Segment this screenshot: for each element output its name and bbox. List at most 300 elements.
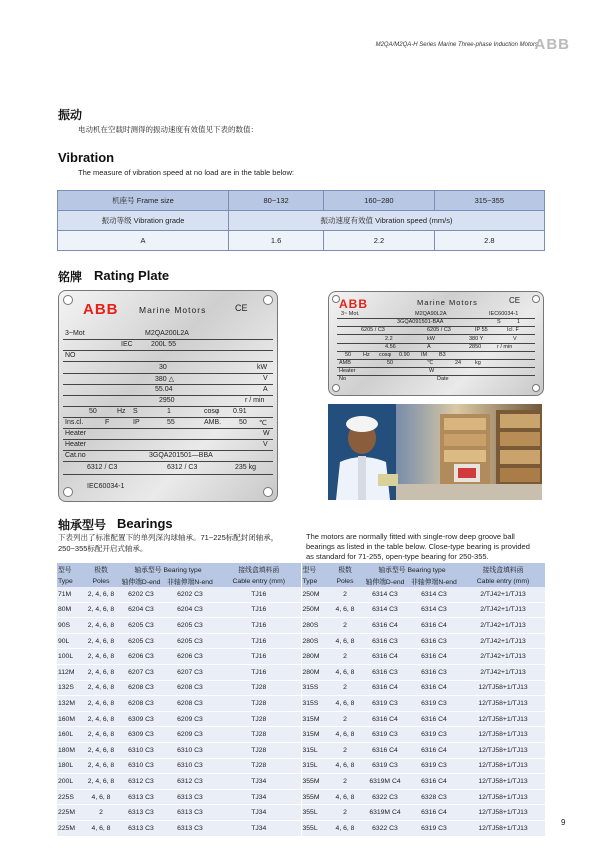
table-cell: 6319 C3: [363, 727, 407, 743]
table-cell: TJ28: [217, 758, 301, 774]
mounting-hole: [532, 384, 540, 392]
plate-ins-label: Ins.cl.: [65, 419, 84, 426]
plate-ins-value: F: [105, 419, 110, 426]
table-cell: 6319 C3: [407, 758, 461, 774]
table-cell: 180M: [57, 742, 83, 758]
plate-date: Date: [437, 376, 449, 382]
bearings-header-row: [57, 563, 545, 575]
table-cell: 280S: [301, 633, 327, 649]
col-header-poles-cn: 极数: [83, 563, 119, 575]
bearings-desc-cn-2: 250~355标配开启式轴承。: [58, 544, 148, 553]
table-cell: 315L: [301, 742, 327, 758]
plate-catno-label: Cat.no: [65, 452, 86, 459]
vibration-grade-value: A: [58, 231, 229, 251]
vibration-value-row: [58, 231, 545, 251]
table-cell: 90L: [57, 633, 83, 649]
plate-iec: IEC: [121, 341, 133, 348]
table-cell: 2, 4, 6, 8: [83, 633, 119, 649]
plate-im-label: IM: [421, 352, 428, 358]
ce-mark: CE: [509, 296, 521, 305]
table-row: [57, 618, 545, 634]
table-cell: 12/TJ58+1/TJ13: [461, 680, 545, 696]
table-cell: 2: [327, 649, 363, 665]
plate-frame: 200L 55: [151, 341, 177, 348]
plate-duty-label: S: [497, 319, 501, 325]
table-cell: 6205 C3: [119, 633, 163, 649]
table-cell: 6322 C3: [363, 789, 407, 805]
table-cell: 6316 C4: [363, 711, 407, 727]
bearings-subheader-row: [57, 575, 545, 587]
table-cell: 80M: [57, 602, 83, 618]
table-cell: 2/TJ42+1/TJ13: [461, 587, 545, 602]
col-header-d-end: 轴伸端D-end: [119, 575, 163, 587]
table-cell: 355M: [301, 789, 327, 805]
plate-rule: [63, 461, 273, 462]
table-cell: 6204 C3: [119, 602, 163, 618]
table-cell: 355M: [301, 774, 327, 790]
bearings-desc-cn-1: 下表列出了标准配置下的单列深沟球轴承。71~225标配封闭轴承，: [58, 533, 279, 542]
plate-heater-unit: W: [263, 430, 270, 437]
table-cell: 280S: [301, 618, 327, 634]
table-cell: 6316 C3: [363, 633, 407, 649]
table-cell: 6312 C3: [163, 774, 217, 790]
plate-speed-value: 2850: [469, 344, 482, 350]
plate-ip-label: IP: [133, 419, 140, 426]
plate-ip: IP 55: [475, 327, 488, 333]
table-cell: TJ28: [217, 711, 301, 727]
plate-hz-unit: Hz: [117, 408, 126, 415]
plate-amb-unit: ℃: [259, 420, 267, 427]
mounting-hole: [263, 295, 273, 305]
plate-weight: 235 kg: [235, 464, 257, 471]
plate-kw-value: 2.2: [385, 336, 393, 342]
abb-logo: ABB: [534, 36, 570, 53]
plate-im-value: B3: [439, 352, 446, 358]
table-cell: 100L: [57, 649, 83, 665]
plate-current-value: 4.56: [385, 344, 396, 350]
table-cell: 6205 C3: [163, 633, 217, 649]
frame-size-label: 机座号 Frame size: [58, 191, 229, 211]
table-row: [57, 633, 545, 649]
bearings-table: [57, 563, 545, 837]
vibration-table: [57, 190, 545, 251]
vibration-heading-cn: 振动: [58, 108, 83, 122]
mounting-hole: [63, 487, 73, 497]
plate-hz-value: 50: [89, 408, 97, 415]
table-cell: 6205 C3: [163, 618, 217, 634]
table-cell: 180L: [57, 758, 83, 774]
col-header-bearing-type: 轴承型号 Bearing type: [119, 563, 217, 575]
plate-voltage-unit: V: [513, 336, 517, 342]
plate-rule: [63, 373, 273, 374]
table-cell: TJ16: [217, 618, 301, 634]
table-cell: 6314 C3: [407, 587, 461, 602]
table-cell: 6314 C3: [407, 602, 461, 618]
plate-heater-label: Heater: [65, 441, 87, 448]
plate-current-value: 55.04: [155, 386, 173, 393]
table-cell: TJ16: [217, 602, 301, 618]
plate-rule: [63, 406, 273, 407]
table-cell: 4, 6, 8: [327, 633, 363, 649]
vibration-desc-cn: 电动机在空载时测得的振动速度有效值见下表的数值：: [78, 125, 258, 134]
table-cell: 4, 6, 8: [327, 696, 363, 712]
plate-rule: [337, 334, 535, 335]
table-cell: 6205 C3: [119, 618, 163, 634]
vibration-frame-row: [58, 191, 545, 211]
table-row: [57, 742, 545, 758]
table-cell: 2, 4, 6, 8: [83, 758, 119, 774]
table-cell: 6316 C4: [363, 649, 407, 665]
table-cell: 6316 C4: [407, 774, 461, 790]
vibration-speed-value: 2.8: [434, 231, 544, 251]
table-cell: 6316 C3: [407, 633, 461, 649]
table-cell: TJ16: [217, 649, 301, 665]
plate-title: Marine Motors: [139, 305, 207, 315]
table-cell: 6316 C3: [407, 664, 461, 680]
plate-voltage-value: 380 Y: [469, 336, 484, 342]
col-header-poles: Poles: [327, 575, 363, 587]
table-cell: 6316 C4: [407, 711, 461, 727]
vibration-heading-en: Vibration: [58, 150, 115, 165]
plate-heater-label: Heater: [65, 430, 87, 437]
table-cell: 12/TJ58+1/TJ13: [461, 696, 545, 712]
table-cell: 6208 C3: [163, 680, 217, 696]
table-cell: 2: [327, 680, 363, 696]
table-cell: 2, 4, 6, 8: [83, 711, 119, 727]
table-cell: 2, 4, 6, 8: [83, 664, 119, 680]
table-cell: 2, 4, 6, 8: [83, 774, 119, 790]
table-cell: 6207 C3: [119, 664, 163, 680]
table-cell: 6312 C3: [119, 774, 163, 790]
table-cell: 12/TJ58+1/TJ13: [461, 805, 545, 821]
table-cell: 2: [327, 711, 363, 727]
table-cell: 12/TJ58+1/TJ13: [461, 820, 545, 836]
table-cell: 6202 C3: [119, 587, 163, 602]
table-cell: 6319M C4: [363, 774, 407, 790]
col-header-n-end: 非轴伸端N-end: [163, 575, 217, 587]
plate-rule: [63, 439, 273, 440]
table-cell: 355L: [301, 820, 327, 836]
table-cell: 6319 C3: [407, 696, 461, 712]
table-cell: 6209 C3: [163, 711, 217, 727]
table-cell: 6310 C3: [163, 742, 217, 758]
col-header-d-end: 轴伸端D-end: [363, 575, 407, 587]
bearings-heading-cn: 轴承型号: [58, 518, 107, 532]
table-cell: 12/TJ58+1/TJ13: [461, 758, 545, 774]
plate-ins: Icl. F: [507, 327, 519, 333]
table-cell: 6319 C3: [407, 820, 461, 836]
table-row: [57, 820, 545, 836]
col-header-type: Type: [301, 575, 327, 587]
table-row: [57, 774, 545, 790]
table-cell: 2/TJ42+1/TJ13: [461, 602, 545, 618]
col-header-poles-cn: 极数: [327, 563, 363, 575]
plate-model: M2QA90L2A: [415, 311, 447, 317]
table-cell: 2: [327, 742, 363, 758]
table-cell: 112M: [57, 664, 83, 680]
plate-speed-value: 2950: [159, 397, 175, 404]
vibration-speed-value: 2.2: [324, 231, 434, 251]
table-cell: 6319 C3: [407, 727, 461, 743]
table-cell: 250M: [301, 587, 327, 602]
plate-no: No: [339, 376, 347, 382]
table-cell: 315S: [301, 696, 327, 712]
table-cell: 280M: [301, 649, 327, 665]
table-cell: 2, 4, 6, 8: [83, 649, 119, 665]
plate-rule: [63, 450, 273, 451]
plate-rule: [337, 359, 535, 360]
table-cell: 90S: [57, 618, 83, 634]
table-cell: 6309 C3: [119, 727, 163, 743]
vibration-grade-label: 振动等级 Vibration grade: [58, 211, 229, 231]
table-cell: 6319 C3: [363, 696, 407, 712]
table-cell: 200L: [57, 774, 83, 790]
plate-cos-value: 0.90: [399, 352, 410, 358]
table-cell: 6316 C4: [407, 805, 461, 821]
plate-rule: [63, 474, 273, 475]
table-cell: 6313 C3: [119, 820, 163, 836]
plate-heater-unit: V: [263, 441, 268, 448]
plate-abb-logo: ABB: [339, 297, 368, 311]
plate-voltage-unit: V: [263, 375, 268, 382]
vibration-speed-value: 1.6: [229, 231, 324, 251]
table-cell: 6310 C3: [163, 758, 217, 774]
col-header-bearing-type: 轴承型号 Bearing type: [363, 563, 461, 575]
plate-kw-unit: kW: [257, 364, 268, 371]
plate-duty-value: 1: [167, 408, 171, 415]
plate-amb-value: 50: [387, 360, 394, 366]
table-cell: 6316 C4: [363, 680, 407, 696]
plate-standard: IEC60034-1: [489, 311, 519, 317]
table-cell: 4, 6, 8: [327, 758, 363, 774]
plate-rule: [63, 417, 273, 418]
table-row: [57, 758, 545, 774]
table-cell: 6316 C4: [407, 742, 461, 758]
plate-hz-value: 50: [345, 352, 352, 358]
plate-heater-unit: W: [429, 368, 435, 374]
plate-model: M2QA200L2A: [145, 330, 189, 337]
table-cell: 12/TJ58+1/TJ13: [461, 774, 545, 790]
table-cell: 6316 C3: [363, 664, 407, 680]
table-cell: 2: [327, 587, 363, 602]
plate-duty-label: S: [133, 408, 138, 415]
table-cell: 132M: [57, 696, 83, 712]
rating-plate-small: [328, 291, 544, 396]
plate-rule: [63, 428, 273, 429]
table-cell: TJ34: [217, 805, 301, 821]
table-row: [57, 711, 545, 727]
table-cell: TJ28: [217, 742, 301, 758]
plate-title: Marine Motors: [417, 298, 478, 307]
plate-cos-value: 0.91: [233, 408, 247, 415]
table-cell: 2: [327, 805, 363, 821]
page-number: 9: [561, 818, 566, 827]
vibration-grade-row: [58, 211, 545, 231]
vibration-desc-en: The measure of vibration speed at no load are in the table below:: [78, 168, 294, 177]
table-cell: 6206 C3: [163, 649, 217, 665]
col-header-cable: Cable entry (mm): [217, 575, 301, 587]
table-cell: 2/TJ42+1/TJ13: [461, 618, 545, 634]
table-cell: 6310 C3: [119, 758, 163, 774]
table-cell: 12/TJ58+1/TJ13: [461, 727, 545, 743]
table-cell: 225M: [57, 805, 83, 821]
plate-speed-unit: r / min: [245, 397, 265, 404]
header-title: M2QA/M2QA-H Series Marine Three-phase Induction Motors: [375, 42, 538, 48]
plate-rule: [63, 384, 273, 385]
mounting-hole: [532, 295, 540, 303]
table-cell: 355L: [301, 805, 327, 821]
warehouse-worker-photo: [328, 404, 542, 500]
table-cell: TJ28: [217, 696, 301, 712]
plate-heater-label: Heater: [339, 368, 356, 374]
plate-amb-label: AMB: [339, 360, 351, 366]
table-cell: 6209 C3: [163, 727, 217, 743]
table-cell: 6313 C3: [119, 805, 163, 821]
plate-weight-unit: kg: [475, 360, 481, 366]
table-cell: 6316 C4: [407, 649, 461, 665]
rating-plate-large: [58, 290, 278, 502]
col-header-poles: Poles: [83, 575, 119, 587]
table-cell: 160M: [57, 711, 83, 727]
table-cell: 315S: [301, 680, 327, 696]
col-header-n-end: 非轴伸端N-end: [407, 575, 461, 587]
plate-rule: [63, 395, 273, 396]
table-cell: TJ28: [217, 680, 301, 696]
table-cell: 6322 C3: [363, 820, 407, 836]
table-cell: 6313 C3: [163, 805, 217, 821]
table-cell: 2, 4, 6, 8: [83, 727, 119, 743]
table-cell: 6313 C3: [163, 789, 217, 805]
table-cell: TJ16: [217, 664, 301, 680]
table-cell: 2, 4, 6, 8: [83, 587, 119, 602]
warehouse-photo-graphic: [328, 404, 542, 500]
table-cell: 6319 C3: [363, 758, 407, 774]
col-header-type-cn: 型号: [57, 563, 83, 575]
col-header-cable: Cable entry (mm): [461, 575, 545, 587]
table-cell: 225M: [57, 820, 83, 836]
bearings-table-body: [57, 587, 545, 836]
col-header-type: Type: [57, 575, 83, 587]
table-cell: 315M: [301, 727, 327, 743]
table-row: [57, 649, 545, 665]
col-header-type-cn: 型号: [301, 563, 327, 575]
table-cell: 71M: [57, 587, 83, 602]
plate-rule: [63, 350, 273, 351]
mounting-hole: [263, 487, 273, 497]
plate-speed-unit: r / min: [497, 344, 513, 350]
plate-duty-value: 1: [517, 319, 521, 325]
table-cell: TJ16: [217, 633, 301, 649]
table-cell: 315L: [301, 758, 327, 774]
table-row: [57, 680, 545, 696]
plate-kw-unit: kW: [427, 336, 435, 342]
table-cell: 12/TJ58+1/TJ13: [461, 711, 545, 727]
table-cell: 6204 C3: [163, 602, 217, 618]
table-cell: 6208 C3: [119, 696, 163, 712]
plate-bearing-d: 6205 / C3: [361, 327, 385, 333]
plate-phase: 3~ Mot.: [341, 311, 360, 317]
table-cell: 2, 4, 6, 8: [83, 602, 119, 618]
plate-rule: [63, 339, 273, 340]
plate-bearing-d: 6312 / C3: [87, 464, 118, 471]
table-cell: 6316 C4: [363, 742, 407, 758]
table-cell: 6207 C3: [163, 664, 217, 680]
table-cell: 4, 6, 8: [327, 789, 363, 805]
plate-voltage-value: 380 △: [155, 376, 175, 383]
table-cell: 6310 C3: [119, 742, 163, 758]
table-cell: 6309 C3: [119, 711, 163, 727]
plate-cos-label: cosφ: [204, 408, 220, 415]
table-cell: 132S: [57, 680, 83, 696]
table-cell: 6208 C3: [163, 696, 217, 712]
mounting-hole: [332, 384, 340, 392]
table-cell: 2: [327, 774, 363, 790]
frame-range-cell: 315~355: [434, 191, 544, 211]
plate-abb-logo: ABB: [83, 301, 119, 318]
table-cell: 12/TJ58+1/TJ13: [461, 789, 545, 805]
rating-heading-cn: 铭牌: [58, 270, 83, 284]
plate-amb-value: 50: [239, 419, 247, 426]
plate-phase: 3~Mot: [65, 330, 85, 337]
table-cell: 2, 4, 6, 8: [83, 618, 119, 634]
table-row: [57, 805, 545, 821]
plate-no: NO: [65, 352, 76, 359]
table-cell: 6202 C3: [163, 587, 217, 602]
table-cell: TJ16: [217, 587, 301, 602]
table-cell: 2/TJ42+1/TJ13: [461, 649, 545, 665]
table-cell: 6206 C3: [119, 649, 163, 665]
table-cell: 6314 C3: [363, 587, 407, 602]
table-cell: 4, 6, 8: [327, 820, 363, 836]
table-row: [57, 727, 545, 743]
plate-hz-unit: Hz: [363, 352, 370, 358]
table-cell: 2: [327, 618, 363, 634]
table-cell: 6328 C3: [407, 789, 461, 805]
col-header-cable-cn: 接线盒填料函: [461, 563, 545, 575]
table-cell: 2, 4, 6, 8: [83, 742, 119, 758]
table-row: [57, 587, 545, 602]
plate-rule: [337, 375, 535, 376]
table-row: [57, 696, 545, 712]
plate-bearing-n: 6205 / C3: [427, 327, 451, 333]
table-cell: 315M: [301, 711, 327, 727]
table-cell: 4, 6, 8: [327, 664, 363, 680]
table-cell: 4, 6, 8: [83, 789, 119, 805]
vibration-speed-label: 振动速度有效值 Vibration speed (mm/s): [229, 211, 545, 231]
table-cell: 4, 6, 8: [327, 602, 363, 618]
table-cell: TJ34: [217, 789, 301, 805]
table-cell: TJ34: [217, 774, 301, 790]
table-cell: 4, 6, 8: [327, 727, 363, 743]
bearings-desc-en-1: The motors are normally fitted with single-row deep groove ball: [306, 532, 515, 541]
plate-rule: [337, 367, 535, 368]
table-cell: 6319M C4: [363, 805, 407, 821]
table-cell: 6313 C3: [163, 820, 217, 836]
table-row: [57, 789, 545, 805]
table-cell: 2, 4, 6, 8: [83, 680, 119, 696]
bearings-desc-en-3: as standard for 71-255, open-type bearing for 250-355.: [306, 552, 489, 561]
plate-standard: IEC60034-1: [87, 483, 125, 490]
plate-amb-label: AMB.: [204, 419, 222, 426]
table-cell: 6316 C4: [407, 618, 461, 634]
table-cell: 2/TJ42+1/TJ13: [461, 633, 545, 649]
plate-catno-value: 3GQA201501—BBA: [149, 452, 213, 459]
plate-kw-value: 30: [159, 364, 167, 371]
frame-range-cell: 80~132: [229, 191, 324, 211]
table-cell: 4, 6, 8: [83, 820, 119, 836]
plate-current-unit: A: [427, 344, 431, 350]
table-cell: 6316 C4: [363, 618, 407, 634]
